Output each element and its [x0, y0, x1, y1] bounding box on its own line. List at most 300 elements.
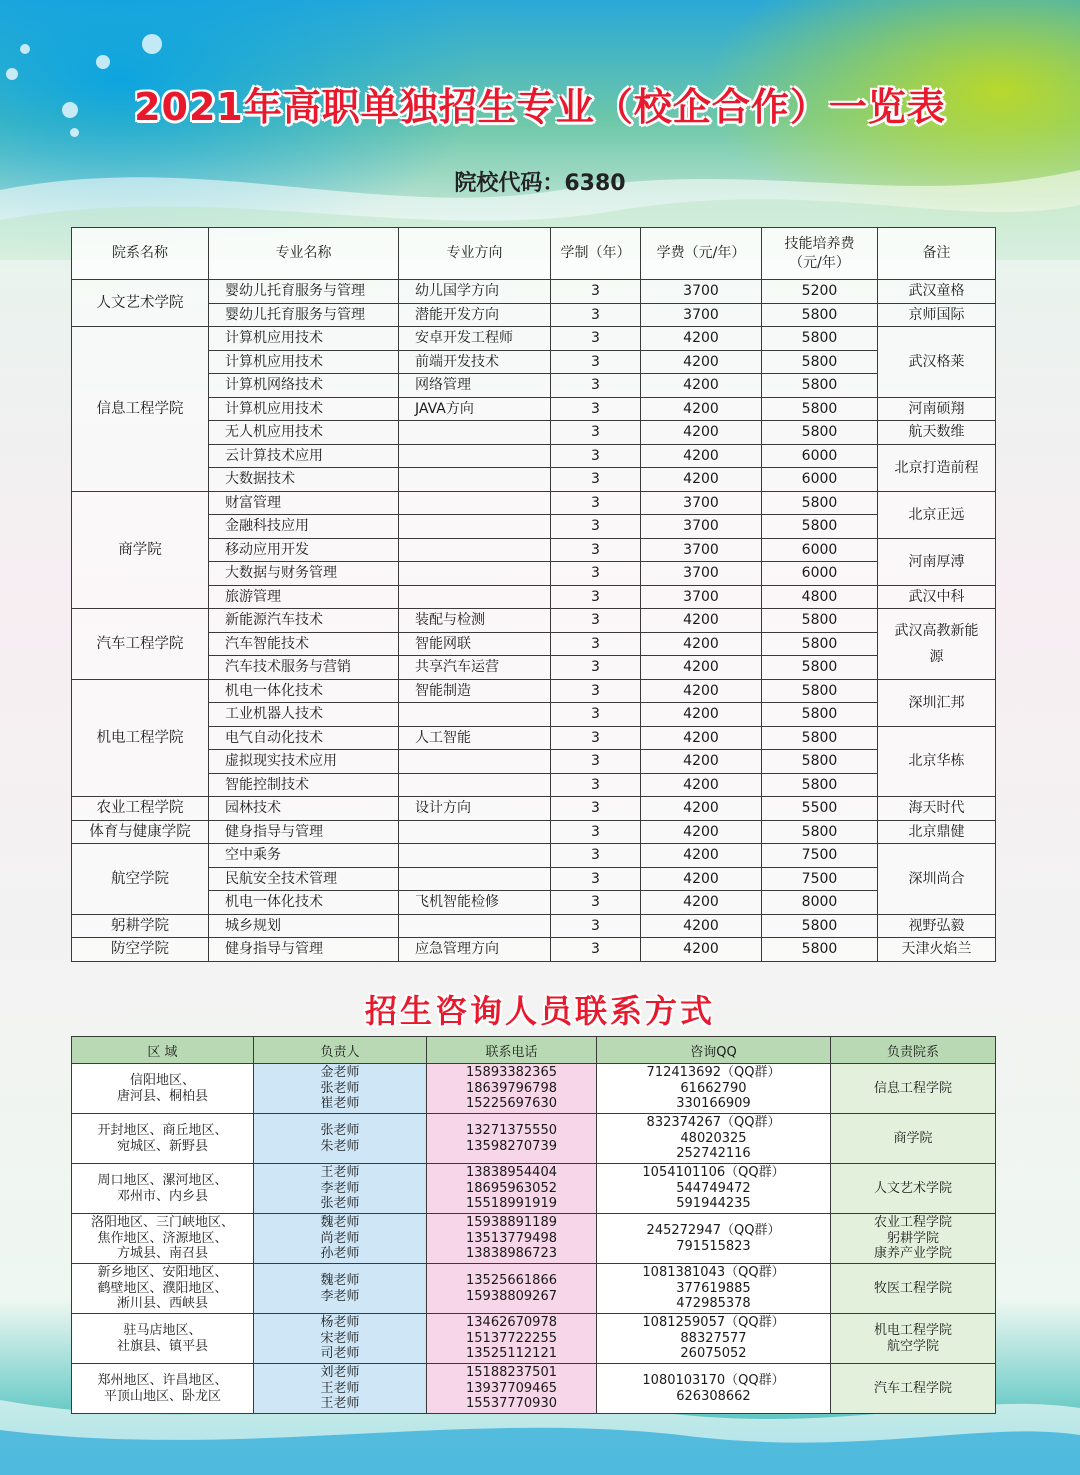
person-cell [254, 1114, 427, 1164]
major-cell: 大数据技术 [209, 468, 399, 492]
major-cell: 计算机应用技术 [209, 397, 399, 421]
years-cell: 3 [551, 515, 641, 539]
tuition-cell: 4200 [641, 867, 762, 891]
dept-cell: 体育与健康学院 [72, 820, 209, 844]
region-line: 社旗县、镇平县 [116, 1338, 208, 1354]
responsible-dept-line: 躬耕学院 [886, 1230, 939, 1246]
skill-fee-cell: 5200 [762, 280, 878, 304]
qq-cell [597, 1264, 831, 1314]
tuition-cell: 4200 [641, 938, 762, 962]
direction-cell: 前端开发技术 [399, 350, 551, 374]
responsible-dept-cell [831, 1264, 996, 1314]
remark-cell: 航天数维 [878, 421, 996, 445]
table-row [72, 703, 996, 727]
tuition-cell: 3700 [641, 562, 762, 586]
major-cell: 电气自动化技术 [209, 726, 399, 750]
qq-line: 544749472 [676, 1180, 751, 1196]
contacts-table [71, 1036, 996, 1414]
tuition-cell: 4200 [641, 397, 762, 421]
phone-line: 13513779498 [466, 1230, 557, 1246]
major-cell: 空中乘务 [209, 844, 399, 868]
tuition-cell: 3700 [641, 280, 762, 304]
major-cell: 婴幼儿托育服务与管理 [209, 303, 399, 327]
table-row [72, 1164, 996, 1214]
skill-fee-cell: 5800 [762, 773, 878, 797]
skill-fee-cell: 4800 [762, 585, 878, 609]
person-line: 司老师 [320, 1346, 360, 1362]
years-cell: 3 [551, 609, 641, 633]
direction-cell [399, 703, 551, 727]
phone-cell [427, 1064, 597, 1114]
region-cell [72, 1314, 254, 1364]
table-row [72, 374, 996, 398]
years-cell: 3 [551, 397, 641, 421]
qq-line: 252742116 [676, 1146, 751, 1162]
phone-line: 15137722255 [466, 1330, 557, 1346]
responsible-dept-cell [831, 1314, 996, 1364]
major-cell: 工业机器人技术 [209, 703, 399, 727]
tuition-cell: 4200 [641, 374, 762, 398]
skill-fee-cell: 5800 [762, 703, 878, 727]
major-cell: 移动应用开发 [209, 538, 399, 562]
header-dept: 院系名称 [72, 228, 209, 280]
skill-fee-cell: 7500 [762, 844, 878, 868]
major-cell: 智能控制技术 [209, 773, 399, 797]
tuition-cell: 4200 [641, 632, 762, 656]
major-cell: 计算机应用技术 [209, 327, 399, 351]
header-phone: 联系电话 [427, 1037, 597, 1064]
header-skill-fee-label: 技能培养费（元/年） [784, 235, 855, 271]
direction-cell: 安卓开发工程师 [399, 327, 551, 351]
region-cell [72, 1264, 254, 1314]
direction-cell: 智能制造 [399, 679, 551, 703]
qq-line: 88327577 [680, 1330, 747, 1346]
tuition-cell: 4200 [641, 797, 762, 821]
region-cell [72, 1214, 254, 1264]
table-row [72, 609, 996, 633]
skill-fee-cell: 5800 [762, 515, 878, 539]
direction-cell [399, 444, 551, 468]
skill-fee-cell: 5800 [762, 656, 878, 680]
region-line: 洛阳地区、三门峡地区、 [90, 1215, 234, 1231]
direction-cell [399, 750, 551, 774]
major-cell: 机电一体化技术 [209, 679, 399, 703]
table-row [72, 1214, 996, 1264]
years-cell: 3 [551, 562, 641, 586]
phone-line: 15938809267 [466, 1288, 557, 1304]
major-cell: 新能源汽车技术 [209, 609, 399, 633]
remark-cell: 武汉中科 [878, 585, 996, 609]
table-row [72, 656, 996, 680]
tuition-cell: 4200 [641, 844, 762, 868]
years-cell: 3 [551, 656, 641, 680]
qq-cell [597, 1214, 831, 1264]
major-cell: 汽车智能技术 [209, 632, 399, 656]
direction-cell [399, 844, 551, 868]
tuition-cell: 3700 [641, 515, 762, 539]
header-qq: 咨询QQ [597, 1037, 831, 1064]
remark-cell: 武汉格莱 [878, 327, 996, 398]
responsible-dept-line: 康养产业学院 [873, 1246, 952, 1262]
direction-cell [399, 820, 551, 844]
years-cell: 3 [551, 538, 641, 562]
phone-line: 13598270739 [466, 1138, 557, 1154]
tuition-cell: 4200 [641, 656, 762, 680]
header-region: 区 域 [72, 1037, 254, 1064]
person-line: 张老师 [320, 1196, 360, 1212]
table-row [72, 867, 996, 891]
phone-line: 13525661866 [466, 1273, 557, 1288]
qq-line: 1081259057（QQ群） [642, 1315, 785, 1331]
phone-cell [427, 1164, 597, 1214]
skill-fee-cell: 6000 [762, 538, 878, 562]
years-cell: 3 [551, 468, 641, 492]
skill-fee-cell: 5800 [762, 914, 878, 938]
years-cell: 3 [551, 585, 641, 609]
table-row [72, 1314, 996, 1364]
table-row [72, 562, 996, 586]
person-line: 孙老师 [320, 1246, 360, 1262]
responsible-dept-cell [831, 1364, 996, 1414]
tuition-cell: 4200 [641, 773, 762, 797]
dept-cell: 躬耕学院 [72, 914, 209, 938]
person-line: 王老师 [320, 1165, 360, 1181]
major-cell: 婴幼儿托育服务与管理 [209, 280, 399, 304]
direction-cell: 共享汽车运营 [399, 656, 551, 680]
years-cell: 3 [551, 327, 641, 351]
table-row [72, 444, 996, 468]
table-row [72, 327, 996, 351]
qq-line: 472985378 [676, 1296, 751, 1312]
remark-cell: 河南厚溥 [878, 538, 996, 585]
decor-bubble [20, 44, 30, 54]
phone-cell [427, 1214, 597, 1264]
region-line: 开封地区、商丘地区、 [97, 1123, 228, 1138]
qq-line: 712413692（QQ群） [646, 1065, 781, 1081]
table-row [72, 515, 996, 539]
table-row [72, 773, 996, 797]
responsible-dept-line: 牧医工程学院 [873, 1280, 952, 1296]
tuition-cell: 4200 [641, 679, 762, 703]
remark-cell: 北京华栋 [878, 726, 996, 797]
major-cell: 园林技术 [209, 797, 399, 821]
table-row [72, 538, 996, 562]
responsible-dept-cell [831, 1114, 996, 1164]
skill-fee-cell: 5500 [762, 797, 878, 821]
tuition-cell: 3700 [641, 303, 762, 327]
person-line: 李老师 [320, 1288, 360, 1304]
person-line: 张老师 [320, 1080, 360, 1096]
qq-line: 626308662 [676, 1388, 751, 1404]
remark-cell: 天津火焰兰 [878, 938, 996, 962]
direction-cell [399, 491, 551, 515]
direction-cell: 设计方向 [399, 797, 551, 821]
years-cell: 3 [551, 726, 641, 750]
major-cell: 民航安全技术管理 [209, 867, 399, 891]
region-cell [72, 1364, 254, 1414]
qq-line: 377619885 [676, 1280, 751, 1296]
responsible-dept-line: 航空学院 [886, 1338, 939, 1354]
table-row [72, 303, 996, 327]
phone-line: 15938891189 [466, 1215, 557, 1231]
table-row [72, 632, 996, 656]
region-line: 新乡地区、安阳地区、 [97, 1265, 228, 1281]
years-cell: 3 [551, 703, 641, 727]
qq-cell [597, 1164, 831, 1214]
tuition-cell: 4200 [641, 444, 762, 468]
qq-cell [597, 1364, 831, 1414]
qq-line: 61662790 [680, 1080, 747, 1096]
years-cell: 3 [551, 750, 641, 774]
phone-line: 15188237501 [466, 1365, 557, 1381]
major-cell: 金融科技应用 [209, 515, 399, 539]
major-cell: 健身指导与管理 [209, 820, 399, 844]
tuition-cell: 4200 [641, 914, 762, 938]
direction-cell: 幼儿国学方向 [399, 280, 551, 304]
major-cell: 健身指导与管理 [209, 938, 399, 962]
dept-cell: 信息工程学院 [72, 327, 209, 492]
remark-cell: 京师国际 [878, 303, 996, 327]
years-cell: 3 [551, 844, 641, 868]
responsible-dept-line: 信息工程学院 [873, 1080, 952, 1096]
qq-line: 832374267（QQ群） [646, 1115, 781, 1131]
dept-cell: 农业工程学院 [72, 797, 209, 821]
major-cell: 无人机应用技术 [209, 421, 399, 445]
direction-cell [399, 421, 551, 445]
major-cell: 大数据与财务管理 [209, 562, 399, 586]
header-years: 学制（年） [551, 228, 641, 280]
dept-cell: 人文艺术学院 [72, 280, 209, 327]
direction-cell: JAVA方向 [399, 397, 551, 421]
major-cell: 财富管理 [209, 491, 399, 515]
dept-cell: 防空学院 [72, 938, 209, 962]
dept-cell: 航空学院 [72, 844, 209, 915]
responsible-dept-line: 商学院 [893, 1130, 933, 1146]
dept-cell: 商学院 [72, 491, 209, 609]
table-row [72, 491, 996, 515]
person-line: 金老师 [320, 1065, 360, 1081]
region-line: 邓州市、内乡县 [116, 1188, 208, 1204]
person-cell [254, 1214, 427, 1264]
table-row [72, 820, 996, 844]
table-row [72, 280, 996, 304]
phone-cell [427, 1314, 597, 1364]
responsible-dept-cell [831, 1164, 996, 1214]
tuition-cell: 4200 [641, 820, 762, 844]
responsible-dept-line: 机电工程学院 [873, 1323, 952, 1338]
skill-fee-cell: 5800 [762, 374, 878, 398]
phone-line: 13525112121 [466, 1346, 557, 1362]
region-cell [72, 1114, 254, 1164]
skill-fee-cell: 5800 [762, 491, 878, 515]
region-cell [72, 1064, 254, 1114]
table-row [72, 844, 996, 868]
dept-cell: 机电工程学院 [72, 679, 209, 797]
skill-fee-cell: 8000 [762, 891, 878, 915]
phone-cell [427, 1364, 597, 1414]
remark-cell: 深圳尚合 [878, 844, 996, 915]
direction-cell [399, 515, 551, 539]
major-cell: 旅游管理 [209, 585, 399, 609]
table-row [72, 468, 996, 492]
qq-line: 245272947（QQ群） [646, 1223, 781, 1238]
tuition-cell: 4200 [641, 350, 762, 374]
person-line: 宋老师 [320, 1330, 360, 1346]
tuition-cell: 3700 [641, 538, 762, 562]
years-cell: 3 [551, 374, 641, 398]
direction-cell: 装配与检测 [399, 609, 551, 633]
direction-cell: 智能网联 [399, 632, 551, 656]
tuition-cell: 4200 [641, 891, 762, 915]
phone-line: 18695963052 [466, 1180, 557, 1196]
table-row [72, 1114, 996, 1164]
direction-cell [399, 914, 551, 938]
direction-cell: 潜能开发方向 [399, 303, 551, 327]
years-cell: 3 [551, 491, 641, 515]
major-cell: 计算机应用技术 [209, 350, 399, 374]
table-row [72, 679, 996, 703]
tuition-cell: 4200 [641, 750, 762, 774]
tuition-cell: 4200 [641, 609, 762, 633]
table-row [72, 726, 996, 750]
qq-line: 1081381043（QQ群） [642, 1265, 785, 1281]
decor-bubble [142, 34, 162, 54]
person-cell [254, 1064, 427, 1114]
years-cell: 3 [551, 280, 641, 304]
remark-cell: 北京正远 [878, 491, 996, 538]
direction-cell: 应急管理方向 [399, 938, 551, 962]
table-row [72, 397, 996, 421]
person-line: 李老师 [320, 1180, 360, 1196]
skill-fee-cell: 6000 [762, 444, 878, 468]
region-line: 驻马店地区、 [123, 1323, 202, 1338]
person-line: 张老师 [320, 1123, 360, 1138]
table-row [72, 421, 996, 445]
skill-fee-cell: 5800 [762, 820, 878, 844]
decor-bubble [96, 55, 110, 69]
person-cell [254, 1364, 427, 1414]
qq-line: 26075052 [680, 1346, 747, 1362]
phone-cell [427, 1264, 597, 1314]
qq-line: 48020325 [680, 1130, 747, 1146]
skill-fee-cell: 5800 [762, 397, 878, 421]
responsible-dept-cell [831, 1064, 996, 1114]
qq-cell [597, 1314, 831, 1364]
table-row [72, 750, 996, 774]
phone-line: 13838986723 [466, 1246, 557, 1262]
years-cell: 3 [551, 867, 641, 891]
years-cell: 3 [551, 797, 641, 821]
qq-cell [597, 1114, 831, 1164]
table-row [72, 914, 996, 938]
person-cell [254, 1164, 427, 1214]
direction-cell [399, 585, 551, 609]
header-direction: 专业方向 [399, 228, 551, 280]
responsible-dept-line: 人文艺术学院 [873, 1180, 952, 1196]
qq-line: 330166909 [676, 1096, 751, 1112]
region-line: 平顶山地区、卧龙区 [103, 1388, 221, 1404]
qq-line: 1080103170（QQ群） [642, 1373, 785, 1388]
remark-cell: 视野弘毅 [878, 914, 996, 938]
person-line: 魏老师 [320, 1215, 360, 1231]
skill-fee-cell: 5800 [762, 750, 878, 774]
phone-line: 13462670978 [466, 1315, 557, 1331]
school-code: 院校代码：6380 [454, 171, 626, 196]
table-row [72, 1264, 996, 1314]
person-line: 杨老师 [320, 1315, 360, 1331]
table-row [72, 585, 996, 609]
majors-table [71, 227, 996, 962]
years-cell: 3 [551, 421, 641, 445]
years-cell: 3 [551, 773, 641, 797]
region-line: 郑州地区、许昌地区、 [97, 1373, 228, 1388]
major-cell: 云计算技术应用 [209, 444, 399, 468]
years-cell: 3 [551, 820, 641, 844]
region-line: 方城县、南召县 [116, 1246, 208, 1262]
remark-cell: 北京打造前程 [878, 444, 996, 491]
phone-line: 13937709465 [466, 1380, 557, 1396]
skill-fee-cell: 7500 [762, 867, 878, 891]
table-row [72, 938, 996, 962]
major-cell: 机电一体化技术 [209, 891, 399, 915]
direction-cell [399, 773, 551, 797]
table-row [72, 1064, 996, 1114]
tuition-cell: 4200 [641, 421, 762, 445]
skill-fee-cell: 5800 [762, 632, 878, 656]
tuition-cell: 4200 [641, 468, 762, 492]
responsible-dept-line: 汽车工程学院 [873, 1380, 952, 1396]
header-skill-fee [762, 228, 878, 280]
years-cell: 3 [551, 679, 641, 703]
phone-cell [427, 1114, 597, 1164]
skill-fee-cell: 5800 [762, 679, 878, 703]
years-cell: 3 [551, 632, 641, 656]
person-line: 王老师 [320, 1396, 360, 1412]
skill-fee-cell: 6000 [762, 468, 878, 492]
years-cell: 3 [551, 891, 641, 915]
qq-line: 791515823 [676, 1238, 751, 1254]
direction-cell [399, 867, 551, 891]
person-cell [254, 1314, 427, 1364]
remark-cell: 北京鼎健 [878, 820, 996, 844]
header-responsible-dept: 负责院系 [831, 1037, 996, 1064]
direction-cell [399, 468, 551, 492]
contacts-table-header [72, 1037, 996, 1064]
table-row [72, 1364, 996, 1414]
skill-fee-cell: 5800 [762, 350, 878, 374]
years-cell: 3 [551, 350, 641, 374]
skill-fee-cell: 5800 [762, 421, 878, 445]
tuition-cell: 3700 [641, 585, 762, 609]
major-cell: 计算机网络技术 [209, 374, 399, 398]
tuition-cell: 4200 [641, 703, 762, 727]
qq-line: 1054101106（QQ群） [642, 1165, 785, 1181]
remark-cell: 武汉高教新能源 [878, 609, 996, 680]
region-line: 唐河县、桐柏县 [116, 1088, 208, 1104]
page-title: 2021年高职单独招生专业（校企合作）一览表 [134, 85, 946, 129]
phone-line: 15225697630 [466, 1096, 557, 1112]
tuition-cell: 4200 [641, 726, 762, 750]
remark-cell: 深圳汇邦 [878, 679, 996, 726]
region-line: 焦作地区、济源地区、 [97, 1230, 228, 1246]
table-row [72, 797, 996, 821]
skill-fee-cell: 5800 [762, 726, 878, 750]
skill-fee-cell: 5800 [762, 938, 878, 962]
phone-line: 13838954404 [466, 1165, 557, 1181]
person-line: 刘老师 [320, 1365, 360, 1381]
skill-fee-cell: 5800 [762, 303, 878, 327]
years-cell: 3 [551, 914, 641, 938]
